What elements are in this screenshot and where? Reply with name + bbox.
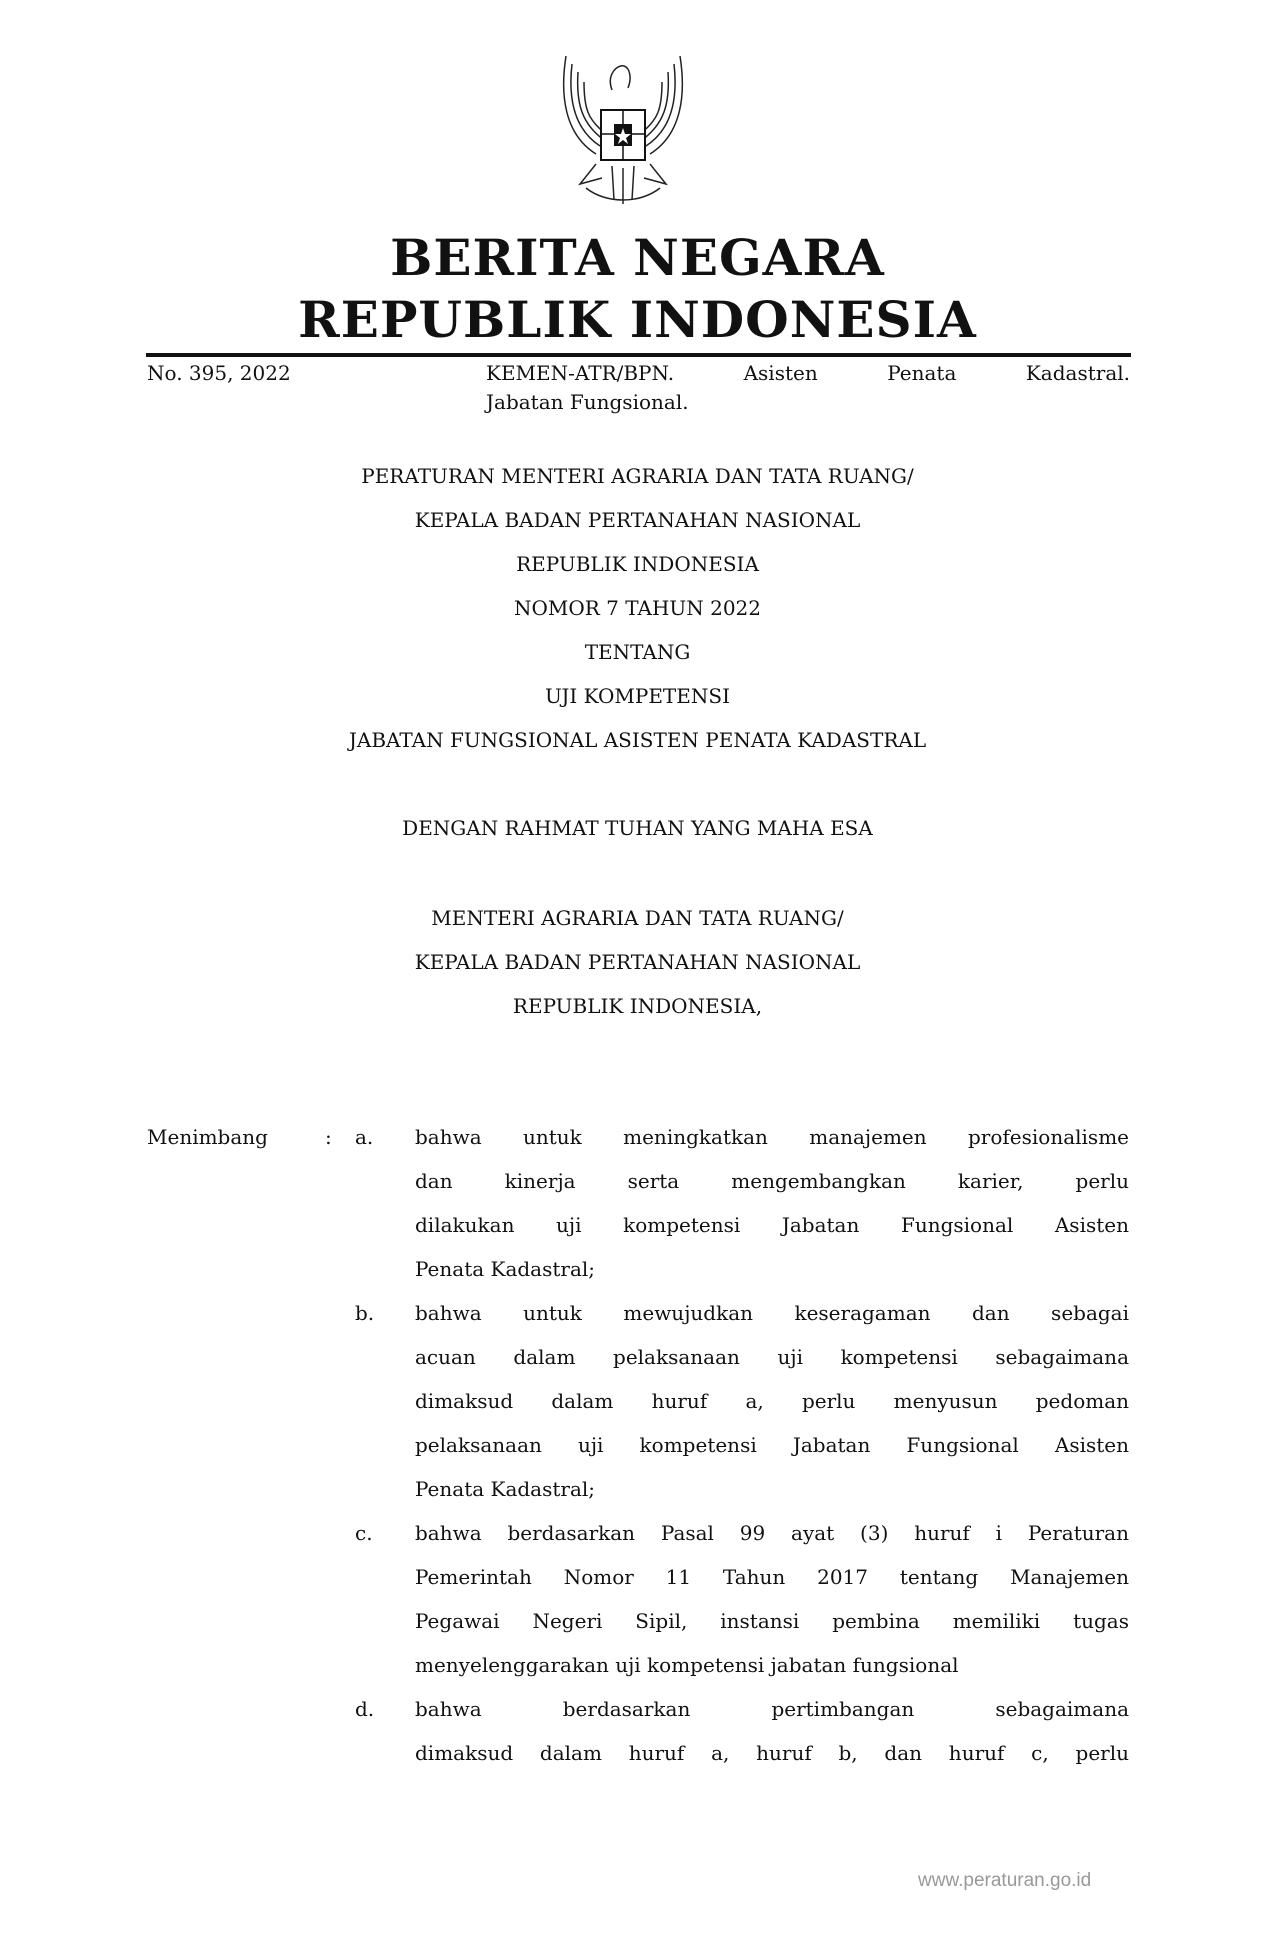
item-text-line: bahwa untuk meningkatkan manajemen profesionalisme — [415, 1125, 1129, 1149]
item-text-line: Penata Kadastral; — [415, 1477, 596, 1501]
invocation: DENGAN RAHMAT TUHAN YANG MAHA ESA — [402, 816, 873, 840]
regulation-title-line: REPUBLIK INDONESIA — [516, 552, 759, 576]
item-text-line: bahwa untuk mewujudkan keseragaman dan sebagai — [415, 1301, 1129, 1325]
gazette-title: BERITA NEGARA — [390, 228, 885, 287]
regulation-number: NOMOR 7 TAHUN 2022 — [513, 596, 761, 620]
regulation-title-line: KEPALA BADAN PERTANAHAN NASIONAL — [414, 508, 861, 532]
item-text-line: acuan dalam pelaksanaan uji kompetensi sebagaimana — [415, 1345, 1129, 1369]
item-text-line: dan kinerja serta mengembangkan karier, perlu — [415, 1169, 1129, 1193]
item-text-line: bahwa berdasarkan pertimbangan sebagaimana — [415, 1697, 1129, 1721]
gazette-subject-line2: Jabatan Fungsional. — [486, 390, 689, 414]
title-rule — [146, 353, 1131, 357]
authority-line: KEPALA BADAN PERTANAHAN NASIONAL — [414, 950, 861, 974]
subject-word: Penata — [887, 361, 957, 385]
item-marker: b. — [355, 1301, 375, 1325]
item-text-line: bahwa berdasarkan Pasal 99 ayat (3) huruf i Peraturan — [415, 1521, 1129, 1545]
gazette-subject — [486, 359, 1130, 387]
item-text-line: dilakukan uji kompetensi Jabatan Fungsional Asisten — [415, 1213, 1129, 1237]
garuda-emblem — [556, 54, 690, 208]
gazette-number: No. 395, 2022 — [147, 361, 291, 385]
gazette-subtitle: REPUBLIK INDONESIA — [298, 290, 977, 349]
item-text-line: pelaksanaan uji kompetensi Jabatan Fungsional Asisten — [415, 1433, 1129, 1457]
regulation-title-line: JABATAN FUNGSIONAL ASISTEN PENATA KADASTRAL — [348, 728, 927, 752]
item-marker: d. — [355, 1697, 375, 1721]
item-marker: a. — [355, 1125, 374, 1149]
regulation-title-line: UJI KOMPETENSI — [545, 684, 730, 708]
item-marker: c. — [355, 1521, 373, 1545]
authority-line: REPUBLIK INDONESIA, — [512, 994, 763, 1018]
regulation-title-line: PERATURAN MENTERI AGRARIA DAN TATA RUANG/ — [361, 464, 914, 488]
item-text-line: Penata Kadastral; — [415, 1257, 596, 1281]
subject-word: Kadastral. — [1025, 361, 1130, 385]
regulation-title-line: TENTANG — [584, 640, 691, 664]
item-text-line: dimaksud dalam huruf a, perlu menyusun pedoman — [415, 1389, 1129, 1413]
authority-line: MENTERI AGRARIA DAN TATA RUANG/ — [431, 906, 844, 930]
item-text-line: Pemerintah Nomor 11 Tahun 2017 tentang Manajemen — [415, 1565, 1129, 1589]
menimbang-colon: : — [325, 1125, 332, 1149]
watermark: www.peraturan.go.id — [918, 1870, 1092, 1891]
subject-word: Asisten — [743, 361, 818, 385]
item-text-line: menyelenggarakan uji kompetensi jabatan fungsional — [415, 1653, 959, 1677]
menimbang-label: Menimbang — [147, 1125, 268, 1149]
subject-word: KEMEN-ATR/BPN. — [486, 361, 675, 385]
item-text-line: dimaksud dalam huruf a, huruf b, dan huruf c, perlu — [415, 1741, 1129, 1765]
item-text-line: Pegawai Negeri Sipil, instansi pembina memiliki tugas — [415, 1609, 1129, 1633]
